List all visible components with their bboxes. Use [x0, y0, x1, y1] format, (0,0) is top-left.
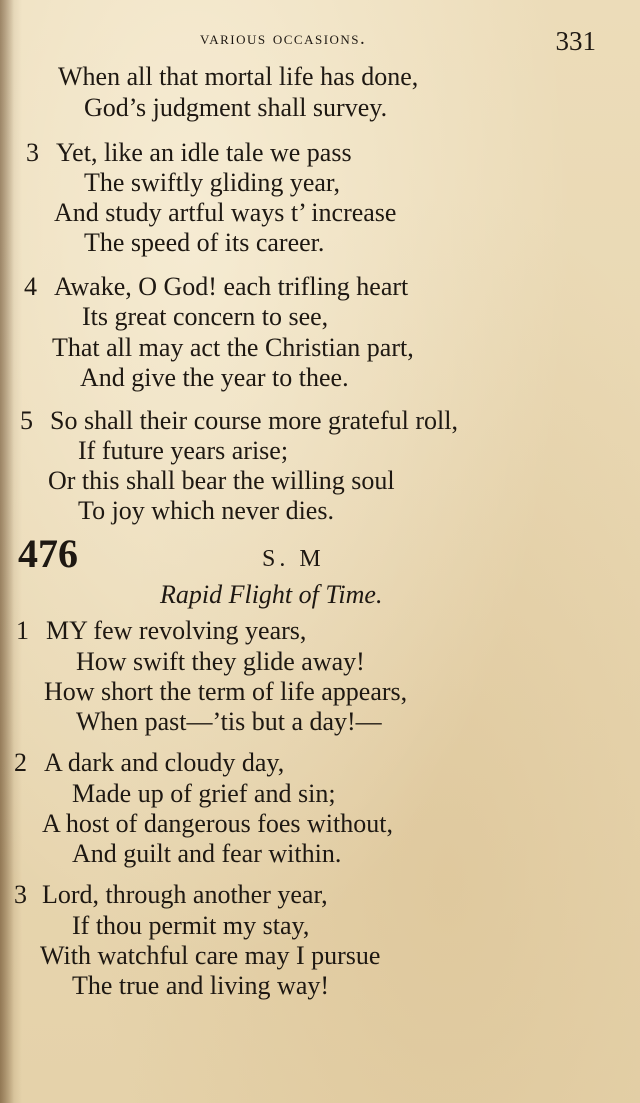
stanza-number: 4 [24, 272, 37, 301]
verse-line: Its great concern to see, [82, 302, 329, 331]
verse-line: That all may act the Christian part, [52, 333, 414, 362]
hymn-number: 476 [18, 531, 78, 576]
verse-line: God’s judgment shall survey. [84, 93, 388, 122]
verse-line: Made up of grief and sin; [72, 779, 336, 808]
stanza-number: 3 [14, 880, 27, 909]
verse-line: The swiftly gliding year, [84, 168, 341, 197]
verse-line: A dark and cloudy day, [44, 748, 285, 777]
hymn-meter: S. M [262, 546, 325, 572]
verse-line: Lord, through another year, [42, 880, 328, 909]
verse-line: When past—’tis but a day!— [76, 707, 382, 736]
verse-line: So shall their course more grateful roll, [50, 406, 458, 435]
running-head: various occasions. [200, 28, 367, 49]
verse-line: How swift they glide away! [76, 647, 365, 676]
verse-line: If future years arise; [78, 436, 289, 465]
hymn-title: Rapid Flight of Time. [160, 580, 383, 609]
verse-line: A host of dangerous foes without, [42, 809, 393, 838]
verse-line: How short the term of life appears, [44, 677, 408, 706]
verse-line: MY few revolving years, [46, 616, 307, 645]
verse-line: Yet, like an idle tale we pass [56, 138, 352, 167]
binding-edge [0, 0, 14, 1103]
verse-line: Awake, O God! each trifling heart [54, 272, 409, 301]
stanza-number: 2 [14, 748, 27, 777]
verse-line: And give the year to thee. [80, 363, 349, 392]
page-number: 331 [555, 26, 596, 56]
verse-line: If thou permit my stay, [72, 911, 310, 940]
verse-line: The speed of its career. [84, 228, 325, 257]
stanza-number: 5 [20, 406, 33, 435]
stanza-number: 3 [26, 138, 39, 167]
verse-line: The true and living way! [72, 971, 330, 1000]
verse-line: When all that mortal life has done, [58, 62, 419, 91]
verse-line: With watchful care may I pursue [40, 941, 381, 970]
stanza-number: 1 [16, 616, 29, 645]
verse-line: To joy which never dies. [78, 496, 334, 525]
verse-line: And study artful ways t’ increase [54, 198, 397, 227]
verse-line: And guilt and fear within. [72, 839, 342, 868]
verse-line: Or this shall bear the willing soul [48, 466, 395, 495]
